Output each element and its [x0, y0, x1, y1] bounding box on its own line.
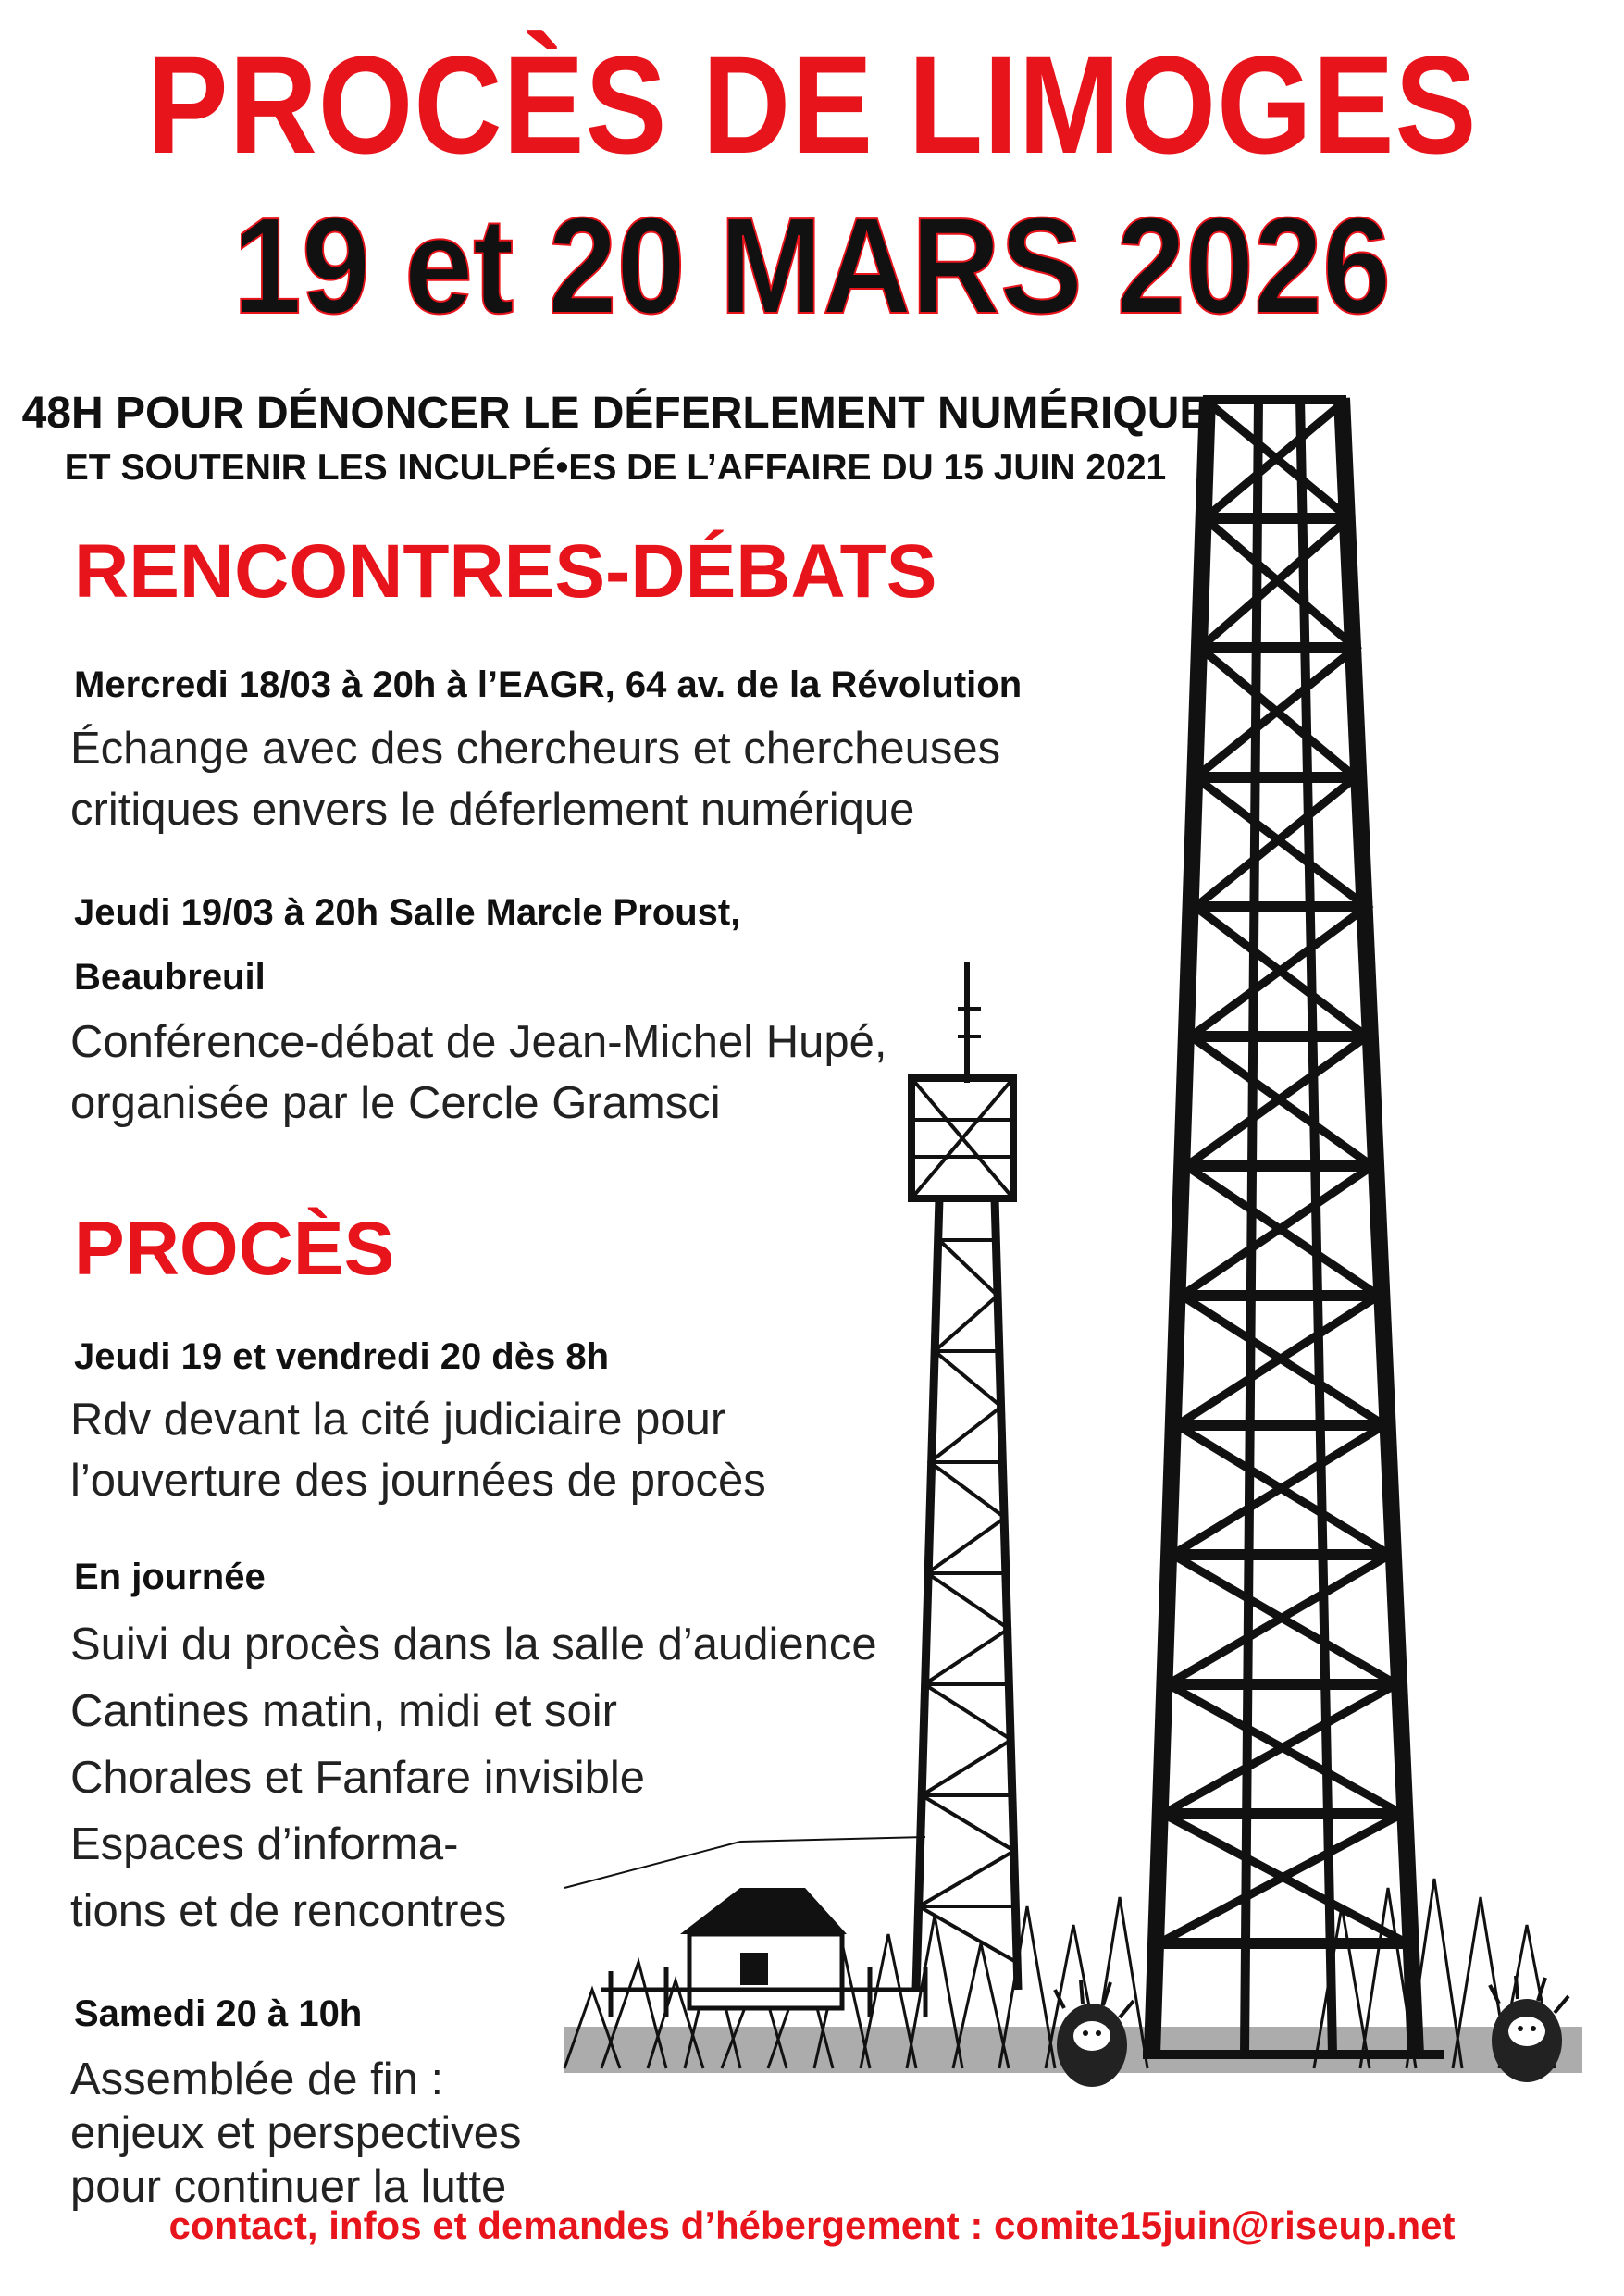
event-desc-line: enjeux et perspectives — [70, 2108, 522, 2158]
small-pylon-icon — [911, 962, 1018, 1990]
subtitle-line-2: ET SOUTENIR LES INCULPÉ•ES DE L’AFFAIRE DU 15 JUIN 2021 — [64, 448, 1167, 488]
event-when-en-journee: En journée — [74, 1557, 266, 1597]
event-place-beaubreuil: Beaubreuil — [74, 957, 266, 998]
event-desc-line: Échange avec des chercheurs et chercheuses — [70, 724, 1001, 774]
event-when-jeudi-vendredi: Jeudi 19 et vendredi 20 dès 8h — [74, 1336, 610, 1377]
event-desc-line: l’ouverture des journées de procès — [70, 1456, 766, 1506]
list-item: tions et de rencontres — [70, 1886, 507, 1936]
contact-line: contact, infos et demandes d’hébergement : comite15juin@riseup.net — [168, 2203, 1456, 2247]
event-desc-line: Conférence-débat de Jean-Michel Hupé, — [70, 1017, 887, 1067]
large-pylon-icon — [1143, 398, 1444, 2054]
event-when-samedi: Samedi 20 à 10h — [74, 1993, 363, 2034]
poster-title: PROCÈS DE LIMOGES — [146, 27, 1478, 182]
poster-dates: 19 et 20 MARS 2026 — [232, 190, 1392, 342]
event-when-jeudi: Jeudi 19/03 à 20h Salle Marcle Proust, — [74, 892, 741, 933]
list-item: Espaces d’informa- — [70, 1819, 459, 1869]
event-when-mercredi: Mercredi 18/03 à 20h à l’EAGR, 64 av. de la Révolution — [74, 664, 1023, 705]
event-desc-line: Assemblée de fin : — [70, 2054, 444, 2104]
section-heading-rencontres: RENCONTRES-DÉBATS — [74, 529, 937, 614]
event-desc-line: Rdv devant la cité judiciaire pour — [70, 1395, 726, 1445]
event-desc-line: critiques envers le déferlement numérique — [70, 785, 915, 835]
list-item: Cantines matin, midi et soir — [70, 1686, 617, 1736]
subtitle-line-1: 48H POUR DÉNONCER LE DÉFERLEMENT NUMÉRIQUE — [21, 389, 1209, 438]
list-item: Chorales et Fanfare invisible — [70, 1753, 645, 1803]
section-heading-proces: PROCÈS — [74, 1207, 395, 1291]
event-desc-line: pour continuer la lutte — [70, 2162, 507, 2212]
event-desc-line: organisée par le Cercle Gramsci — [70, 1078, 721, 1128]
list-item: Suivi du procès dans la salle d’audience — [70, 1620, 877, 1669]
